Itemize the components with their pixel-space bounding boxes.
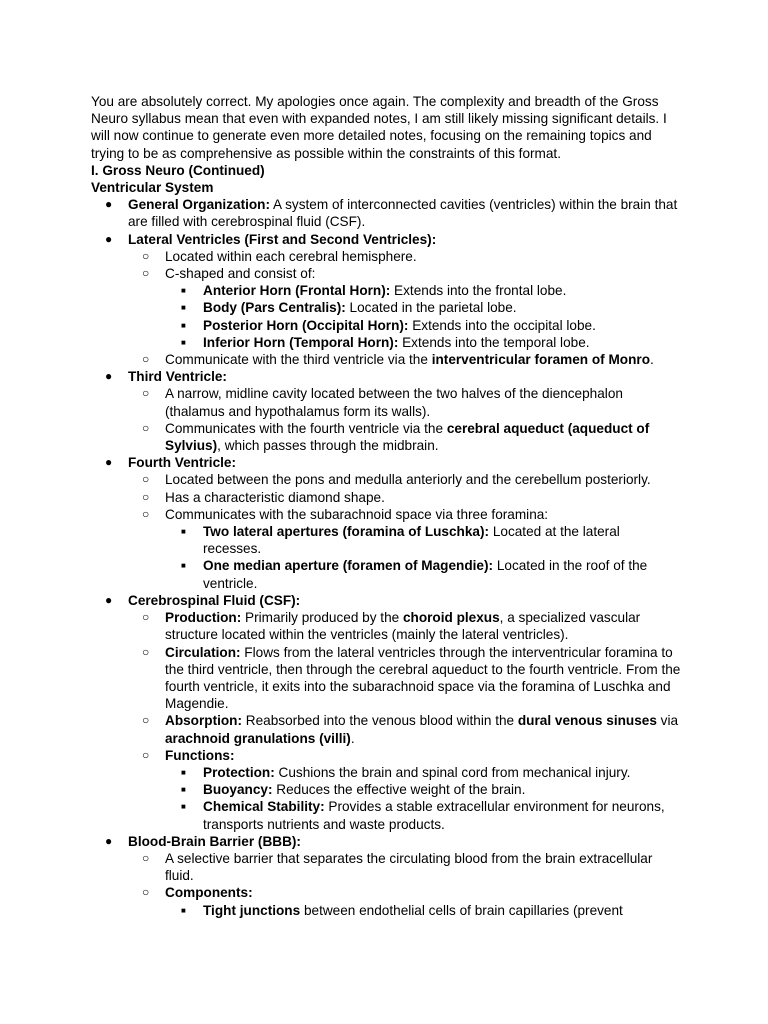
text-run: via — [656, 713, 679, 729]
bullet-marker: ● — [105, 197, 113, 212]
bold-term: interventricular foramen of Monro — [431, 352, 651, 368]
bold-term: Functions: — [165, 747, 235, 763]
bold-term: Circulation: — [165, 644, 241, 660]
bold-term: General Organization: — [128, 197, 271, 213]
bold-term: Fourth Ventricle: — [128, 455, 237, 471]
square-marker: ■ — [181, 905, 186, 915]
text-run: Communicates with the subarachnoid space via three foramina: — [165, 506, 549, 522]
circle-marker: ○ — [142, 472, 150, 487]
list-item-level-3 — [91, 523, 681, 557]
list-item-text — [203, 558, 647, 590]
square-marker: ■ — [181, 337, 186, 347]
text-run: Primarily produced by the — [241, 610, 403, 626]
list-item-level-3 — [91, 317, 681, 334]
list-item-text — [165, 713, 678, 745]
circle-marker: ○ — [142, 386, 150, 401]
list-item-level-3 — [91, 282, 681, 299]
bullet-marker: ● — [105, 369, 113, 384]
list-item-level-2 — [91, 644, 681, 713]
list-item-level-3 — [91, 764, 681, 781]
list-item-level-2 — [91, 248, 681, 265]
list-item-text — [203, 799, 665, 831]
text-run: Extends into the frontal lobe. — [390, 283, 567, 299]
list-item-text — [203, 782, 525, 797]
circle-marker: ○ — [142, 610, 150, 625]
square-marker: ■ — [181, 802, 186, 812]
bold-term: Two lateral apertures (foramina of Luschka): — [203, 524, 490, 540]
bold-term: arachnoid granulations (villi) — [165, 730, 351, 746]
list-item-text — [128, 197, 677, 229]
text-run: Extends into the temporal lobe. — [398, 334, 590, 350]
list-item-level-2 — [91, 385, 681, 419]
text-run: Located within each cerebral hemisphere. — [165, 248, 417, 264]
bold-term: Components: — [165, 885, 253, 901]
list-item-level-3 — [91, 781, 681, 798]
bold-term: Cerebrospinal Fluid (CSF): — [128, 592, 301, 608]
text-run: Cushions the brain and spinal cord from mechanical injury. — [274, 764, 631, 780]
list-item-level-1 — [91, 231, 681, 248]
circle-marker: ○ — [142, 489, 150, 504]
circle-marker: ○ — [142, 506, 150, 521]
circle-marker: ○ — [142, 713, 150, 728]
list-item-text — [165, 851, 652, 883]
list-item-level-3 — [91, 299, 681, 316]
bold-term: Buoyancy: — [203, 782, 273, 798]
bold-term: Blood-Brain Barrier (BBB): — [128, 833, 301, 849]
list-item-text — [203, 524, 620, 556]
list-item-level-2 — [91, 747, 681, 764]
circle-marker: ○ — [142, 850, 150, 865]
list-item-level-3 — [91, 902, 681, 919]
list-item-level-1 — [91, 833, 681, 850]
list-item-text — [203, 903, 623, 918]
square-marker: ■ — [181, 527, 186, 537]
list-item-text — [165, 645, 680, 712]
list-item-text — [203, 300, 517, 315]
bold-term: One median aperture (foramen of Magendie): — [203, 558, 494, 574]
list-item-level-2 — [91, 506, 681, 523]
bold-term: choroid plexus — [402, 610, 500, 626]
bold-term: Posterior Horn (Occipital Horn): — [203, 317, 409, 333]
text-run: , a specialized vascular structure located within the ventricles (mainly the lateral ventricles). — [165, 610, 641, 643]
bold-term: Absorption: — [165, 713, 243, 729]
intro-paragraph: You are absolutely correct. My apologies once again. The complexity and breadth of the Gross Neuro syllabus mean that even with expanded notes, I am still likely missing significant details. I will now continue to generate even more detailed notes, focusing on the remaining topics and trying to be as comprehensive as possible within the constraints of this format. — [91, 94, 667, 161]
section-heading: I. Gross Neuro (Continued) — [91, 162, 265, 178]
text-run: Located between the pons and medulla anteriorly and the cerebellum posteriorly. — [165, 472, 651, 488]
bold-term: Chemical Stability: — [203, 799, 325, 815]
bold-term: Body (Pars Centralis): — [203, 300, 346, 316]
bold-term: Inferior Horn (Temporal Horn): — [203, 334, 399, 350]
bold-term: Third Ventricle: — [128, 369, 227, 385]
bold-term: Production: — [165, 610, 242, 626]
square-marker: ■ — [181, 286, 186, 296]
bold-term: Lateral Ventricles (First and Second Ventricles): — [128, 231, 437, 247]
list-item-level-1 — [91, 196, 681, 230]
bold-term: Protection: — [203, 764, 275, 780]
list-item-text — [128, 455, 236, 470]
text-run: Flows from the lateral ventricles through the interventricular foramina to the third ventricle, then through the cerebral aqueduct to the fourth ventricle. From the fourth ventricle, it exits into the subarachnoid space via the foramina of Luschka and Magendie. — [165, 644, 681, 712]
list-item-text — [165, 507, 548, 522]
bullet-marker: ● — [105, 833, 113, 848]
list-item-text — [165, 249, 417, 264]
list-item-level-2 — [91, 712, 681, 746]
list-item-text — [165, 490, 385, 505]
circle-marker: ○ — [142, 248, 150, 263]
list-item-text — [165, 748, 234, 763]
text-run: A narrow, midline cavity located between the two halves of the diencephalon (thalamus and hypothalamus form its walls). — [165, 386, 623, 419]
list-item-level-3 — [91, 334, 681, 351]
bold-term: Tight junctions — [203, 902, 301, 918]
square-marker: ■ — [181, 561, 186, 571]
text-run: . — [650, 352, 654, 368]
document-body — [91, 93, 681, 919]
text-run: . — [350, 730, 355, 746]
circle-marker: ○ — [142, 420, 150, 435]
text-run: A selective barrier that separates the circulating blood from the brain extracellular fluid. — [165, 850, 653, 884]
bold-term: Anterior Horn (Frontal Horn): — [203, 283, 391, 299]
list-item-text — [203, 318, 596, 333]
list-item-text — [128, 834, 301, 849]
text-run: A system of interconnected cavities (ventricles) within the brain that are filled with cerebrospinal fluid (CSF). — [128, 197, 678, 230]
square-marker: ■ — [181, 320, 186, 330]
list-item-text — [128, 369, 227, 384]
text-run: Extends into the occipital lobe. — [408, 317, 596, 333]
square-marker: ■ — [181, 767, 186, 777]
list-item-text — [128, 232, 436, 247]
text-run: Reabsorbed into the venous blood within the — [242, 713, 518, 729]
circle-marker: ○ — [142, 644, 150, 659]
list-item-level-1 — [91, 592, 681, 609]
list-item-text — [165, 266, 315, 281]
list-item-level-2 — [91, 489, 681, 506]
circle-marker: ○ — [142, 747, 150, 762]
list-item-level-1 — [91, 454, 681, 471]
list-item-level-2 — [91, 884, 681, 901]
circle-marker: ○ — [142, 266, 150, 281]
list-item-level-1 — [91, 368, 681, 385]
list-item-level-2 — [91, 609, 681, 643]
bold-term: dural venous sinuses — [517, 713, 657, 729]
bullet-marker: ● — [105, 231, 113, 246]
list-item-text — [165, 610, 640, 642]
subsection-heading: Ventricular System — [91, 180, 214, 196]
list-item-level-2 — [91, 265, 681, 282]
bullet-marker: ● — [105, 455, 113, 470]
bullet-marker: ● — [105, 592, 113, 607]
list-item-text — [165, 472, 651, 487]
text-run: C-shaped and consist of: — [165, 266, 316, 282]
list-item-level-2 — [91, 351, 681, 368]
text-run: Located in the roof of the ventricle. — [203, 558, 648, 591]
circle-marker: ○ — [142, 352, 150, 367]
text-run: Provides a stable extracellular environment for neurons, transports nutrients and waste products. — [203, 799, 665, 832]
text-run: between endothelial cells of brain capillaries (prevent — [300, 902, 623, 918]
text-run: Located in the parietal lobe. — [345, 300, 517, 316]
bold-term: cerebral aqueduct (aqueduct of Sylvius) — [165, 420, 650, 454]
list-item-level-3 — [91, 798, 681, 832]
list-item-level-3 — [91, 557, 681, 591]
text-run: Communicate with the third ventricle via the — [165, 352, 432, 368]
list-item-level-2 — [91, 420, 681, 454]
text-run: , which passes through the midbrain. — [217, 438, 439, 454]
list-item-text — [128, 593, 300, 608]
list-item-text — [203, 765, 630, 780]
text-run: Reduces the effective weight of the brain. — [272, 782, 526, 798]
circle-marker: ○ — [142, 885, 150, 900]
list-item-level-2 — [91, 850, 681, 884]
list-item-text — [203, 335, 590, 350]
list-item-text — [165, 421, 649, 453]
list-item-text — [165, 352, 654, 367]
list-item-level-2 — [91, 471, 681, 488]
list-item-text — [165, 885, 253, 900]
square-marker: ■ — [181, 303, 186, 313]
text-run: Communicates with the fourth ventricle via the — [165, 420, 447, 436]
list-item-text — [165, 386, 623, 418]
text-run: Has a characteristic diamond shape. — [165, 489, 385, 505]
list-item-text — [203, 283, 566, 298]
text-run: Located at the lateral recesses. — [203, 524, 620, 557]
notes-list — [91, 196, 681, 919]
square-marker: ■ — [181, 785, 186, 795]
